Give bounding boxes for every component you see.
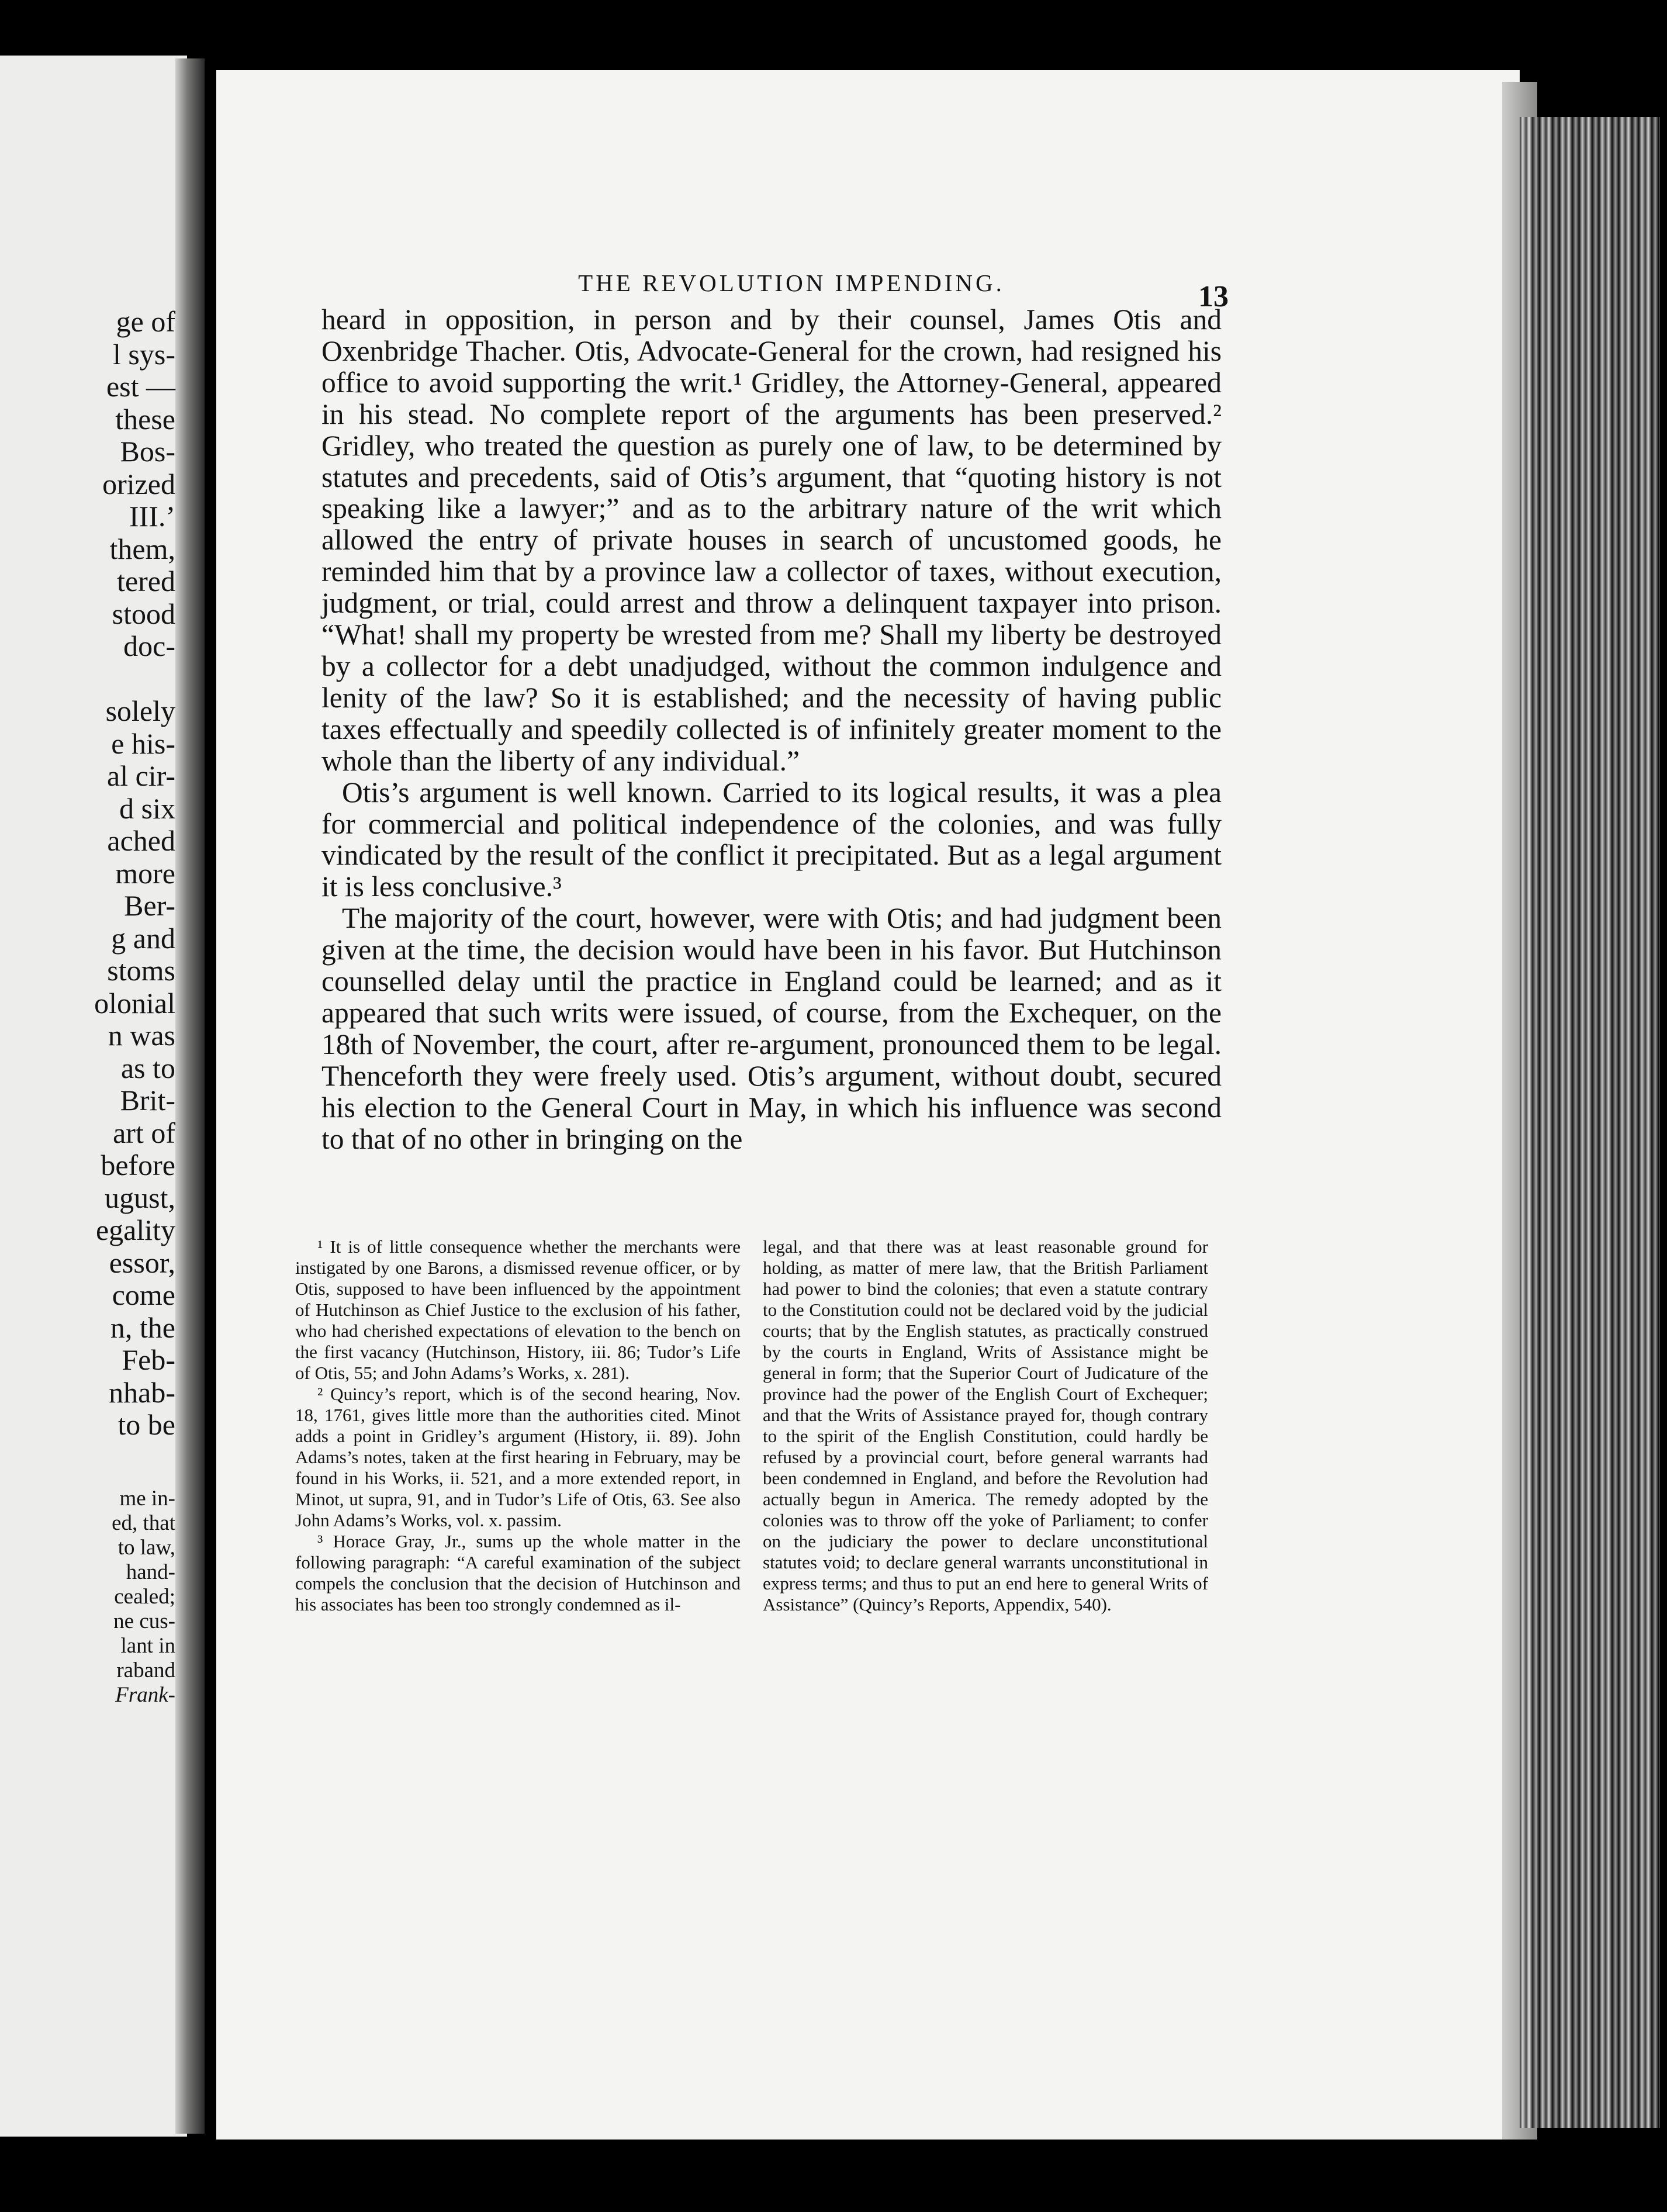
- left-page-note-line: ne cus-: [113, 1609, 175, 1633]
- left-page-line: al cir-: [107, 759, 175, 792]
- left-page-line: est —: [106, 370, 175, 403]
- left-page-line: Ber-: [124, 889, 175, 922]
- left-page-line: Feb-: [122, 1343, 175, 1376]
- left-page-line: d six: [119, 792, 175, 825]
- left-page-line: solely: [105, 694, 175, 727]
- left-page-line: as to: [120, 1051, 175, 1084]
- left-page-line: to be: [117, 1408, 175, 1441]
- left-page-line: stood: [112, 597, 175, 630]
- left-page-line: III.’: [129, 500, 175, 533]
- left-page-line: tered: [117, 565, 175, 597]
- footnote-column-left: [295, 1236, 741, 1615]
- left-page-note-line: raband: [116, 1658, 175, 1682]
- left-page-line: before: [101, 1149, 175, 1181]
- footnote-1: ¹ It is of little consequence whether the merchants were instigated by one Barons, a dismissed revenue officer, or by Otis, supposed to have been influenced by the appointment of Hutchinson as Chief Justice to the exclusion of his father, who had cherished expectations of elevation to the bench on the first vacancy (Hutchinson, History, iii. 86; Tudor’s Life of Otis, 55; and John Adams’s Works, x. 281).: [295, 1236, 741, 1383]
- left-page-line: n, the: [110, 1311, 175, 1344]
- left-page-line: doc-: [123, 630, 175, 662]
- left-page-line: g and: [111, 921, 175, 955]
- left-page-line: them,: [109, 532, 175, 565]
- body-paragraph: Otis’s argument is well known. Carried to its logical results, it was a plea for commercial and political independence of the colonies, and was fully vindicated by the result of the conflict it precipitated. But as a legal argument it is less conclusive.³: [321, 776, 1222, 903]
- left-page-note-line: lant in: [120, 1634, 175, 1658]
- book-fore-edge: [1520, 117, 1660, 2128]
- footnote-column-right: [763, 1236, 1208, 1615]
- left-page-note-line: to law,: [117, 1536, 175, 1560]
- left-page-line: orized: [102, 467, 175, 500]
- body-paragraph: heard in opposition, in person and by their counsel, James Otis and Oxenbridge Thacher. Otis, Advocate-General for the crown, had resigned his office to avoid supporting the writ.¹ Gridley, the Attorney-General, appeared in his stead. No complete report of the arguments has been preserved.² Gridley, who treated the question as purely one of law, to be determined by statutes and precedents, said of Otis’s argument, that “quoting history is not speaking like a lawyer;” and as to the arbitrary nature of the writ which allowed the entry of private houses in search of uncustomed goods, he reminded him that by a province law a collector of taxes, without execution, judgment, or trial, could arrest and throw a delinquent taxpayer into prison. “What! shall my property be wrested from me? Shall my liberty be destroyed by a collector for a debt unadjudged, without the common indulgence and lenity of the law? So it is established; and the necessity of having public taxes effectually and speedily collected is of infinitely greater moment to the whole than the liberty of any individual.”: [321, 303, 1222, 777]
- left-page-line: ached: [107, 824, 175, 857]
- footnote-3: ³ Horace Gray, Jr., sums up the whole matter in the following paragraph: “A careful examination of the subject compels the conclusion that the decision of Hutchinson and his associates has been too strongly condemned as il-: [295, 1531, 741, 1615]
- left-page-line: Bos-: [120, 435, 175, 468]
- body-paragraph: The majority of the court, however, were with Otis; and had judgment been given at the time, the decision would have been in his favor. But Hutchinson counselled delay until the practice in England could be learned; and as it appeared that such writs were issued, of course, from the Exchequer, on the 18th of November, the court, after re-argument, pronounced them to be legal. Thenceforth they were freely used. Otis’s argument, without doubt, secured his election to the General Court in May, in which his influence was second to that of no other in bringing on the: [321, 902, 1222, 1155]
- page-number: 13: [1198, 280, 1229, 313]
- left-page-line: ge of: [116, 305, 175, 338]
- left-page-note-line: cealed;: [114, 1585, 175, 1609]
- left-page-note-line: Frank-: [115, 1683, 175, 1707]
- left-page-line: these: [115, 402, 175, 436]
- body-text: [321, 304, 1222, 1155]
- left-page-note-line: hand-: [126, 1560, 175, 1584]
- footnote-3-continued: legal, and that there was at least reasonable ground for holding, as matter of mere law, that the British Parliament had power to bind the colonies; that even a statute contrary to the Constitution could not be declared void by the judicial courts; that by the English statutes, as practically construed by the courts in England, Writs of Assistance might be general in form; that the Superior Court of Judicature of the province had the power of the English Court of Exchequer; and that the Writs of Assistance prayed for, though contrary to the spirit of the English Constitution, could hardly be refused by a provincial court, before general warrants had been condemned in England, and before the Revolution had actually begun in America. The remedy adopted by the colonies was to throw off the yoke of Parliament; to confer on the judiciary the power to declare unconstitutional statutes void; to declare general warrants unconstitutional in express terms; and thus to put an end here to general Writs of Assistance” (Quincy’s Reports, Appendix, 540).: [763, 1236, 1208, 1615]
- left-page-line: ugust,: [105, 1181, 175, 1214]
- running-head: THE REVOLUTION IMPENDING.: [578, 269, 1005, 296]
- left-page-line: nhab-: [109, 1375, 175, 1409]
- left-page-line: stoms: [107, 954, 175, 987]
- footnote-2: ² Quincy’s report, which is of the second hearing, Nov. 18, 1761, gives little more than the authorities cited. Minot adds a point in Gridley’s argument (History, ii. 89). John Adams’s notes, taken at the first hearing in February, may be found in his Works, ii. 521, and a more extended report, in Minot, ut supra, 91, and in Tudor’s Life of Otis, 63. See also John Adams’s Works, vol. x. passim.: [295, 1384, 741, 1530]
- left-page-note-line: ed, that: [112, 1511, 175, 1535]
- left-page-note-line: me in-: [119, 1487, 175, 1511]
- left-page-line: e his-: [111, 727, 175, 760]
- left-page-line: l sys-: [113, 337, 175, 371]
- left-page-line: olonial: [94, 986, 175, 1019]
- left-page-line: essor,: [109, 1246, 175, 1279]
- left-page-line: n was: [108, 1019, 175, 1052]
- left-page-line: egality: [95, 1214, 175, 1246]
- left-page-line: art of: [113, 1116, 175, 1149]
- left-page-line: more: [115, 856, 175, 890]
- left-page-line: Brit-: [120, 1084, 175, 1117]
- left-page-line: come: [112, 1278, 175, 1311]
